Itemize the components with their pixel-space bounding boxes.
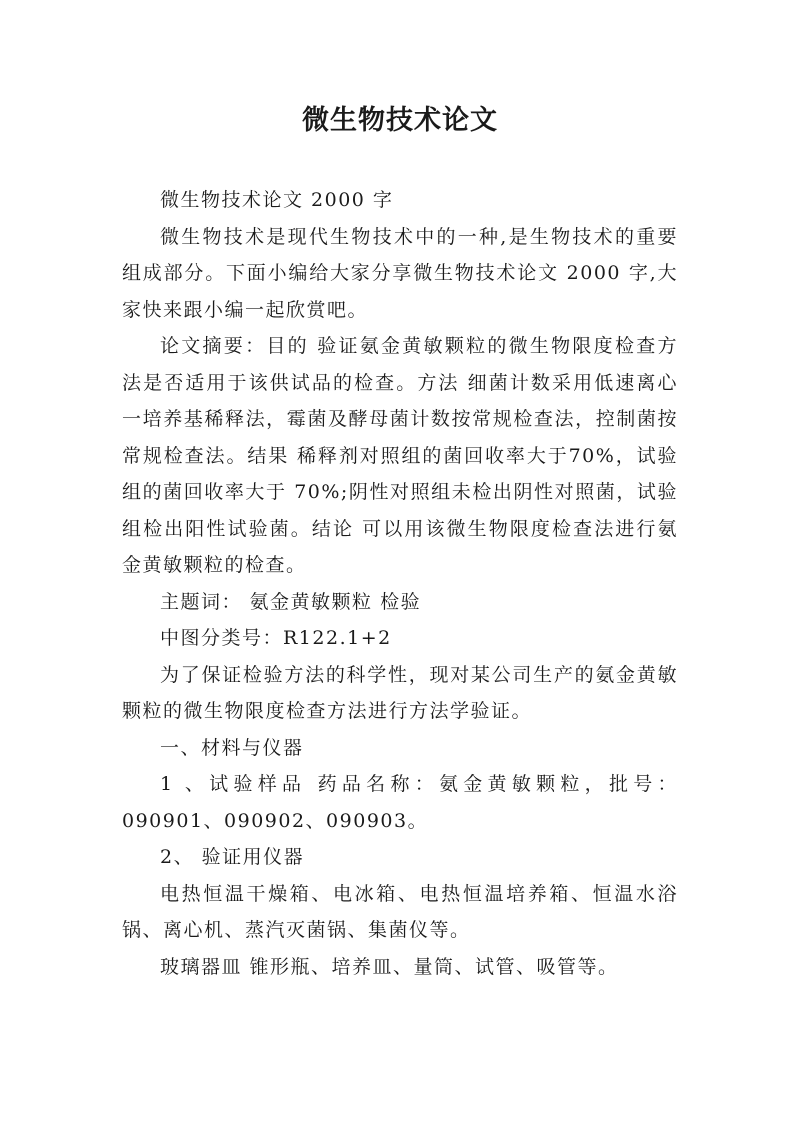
document-title: 微生物技术论文: [302, 105, 498, 136]
paragraph-intro: 微生物技术是现代生物技术中的一种,是生物技术的重要组成部分。下面小编给大家分享微生物技术论文 2000 字,大家快来跟小编一起欣赏吧。: [122, 225, 678, 321]
paragraph-abstract: 论文摘要：目的 验证氨金黄敏颗粒的微生物限度检查方法是否适用于该供试品的检查。方法 细菌计数采用低速离心一培养基稀释法，霉菌及酵母菌计数按常规检查法，控制菌按常规检查法。结果 稀释剂对照组的菌回收率大于70%，试验组的菌回收率大于 70%;阴性对照组未检出阴性对照菌，试验组检出阳性试验菌。结论 可以用该微生物限度检查法进行氨金黄敏颗粒的检查。: [122, 335, 678, 576]
paragraph-classification: 中图分类号：R122.1+2: [160, 627, 392, 649]
section-heading-materials: 一、材料与仪器: [160, 736, 304, 759]
paragraph-keywords: 主题词： 氨金黄敏颗粒 检验: [160, 590, 422, 613]
paragraph-purpose: 为了保证检验方法的科学性，现对某公司生产的氨金黄敏颗粒的微生物限度检查方法进行方法学验证。: [122, 663, 678, 722]
subheading-instruments: 2、 验证用仪器: [160, 846, 305, 868]
paragraph-samples: 1 、试验样品 药品名称：氨金黄敏颗粒，批号：090901、090902、090903。: [122, 773, 678, 832]
paragraph-subtitle: 微生物技术论文 2000 字: [160, 189, 394, 211]
document-body: [122, 182, 678, 985]
paragraph-glassware: 玻璃器皿 锥形瓶、培养皿、量筒、试管、吸管等。: [160, 955, 619, 978]
paragraph-instruments: 电热恒温干燥箱、电冰箱、电热恒温培养箱、恒温水浴锅、离心机、蒸汽灭菌锅、集菌仪等。: [122, 882, 678, 941]
